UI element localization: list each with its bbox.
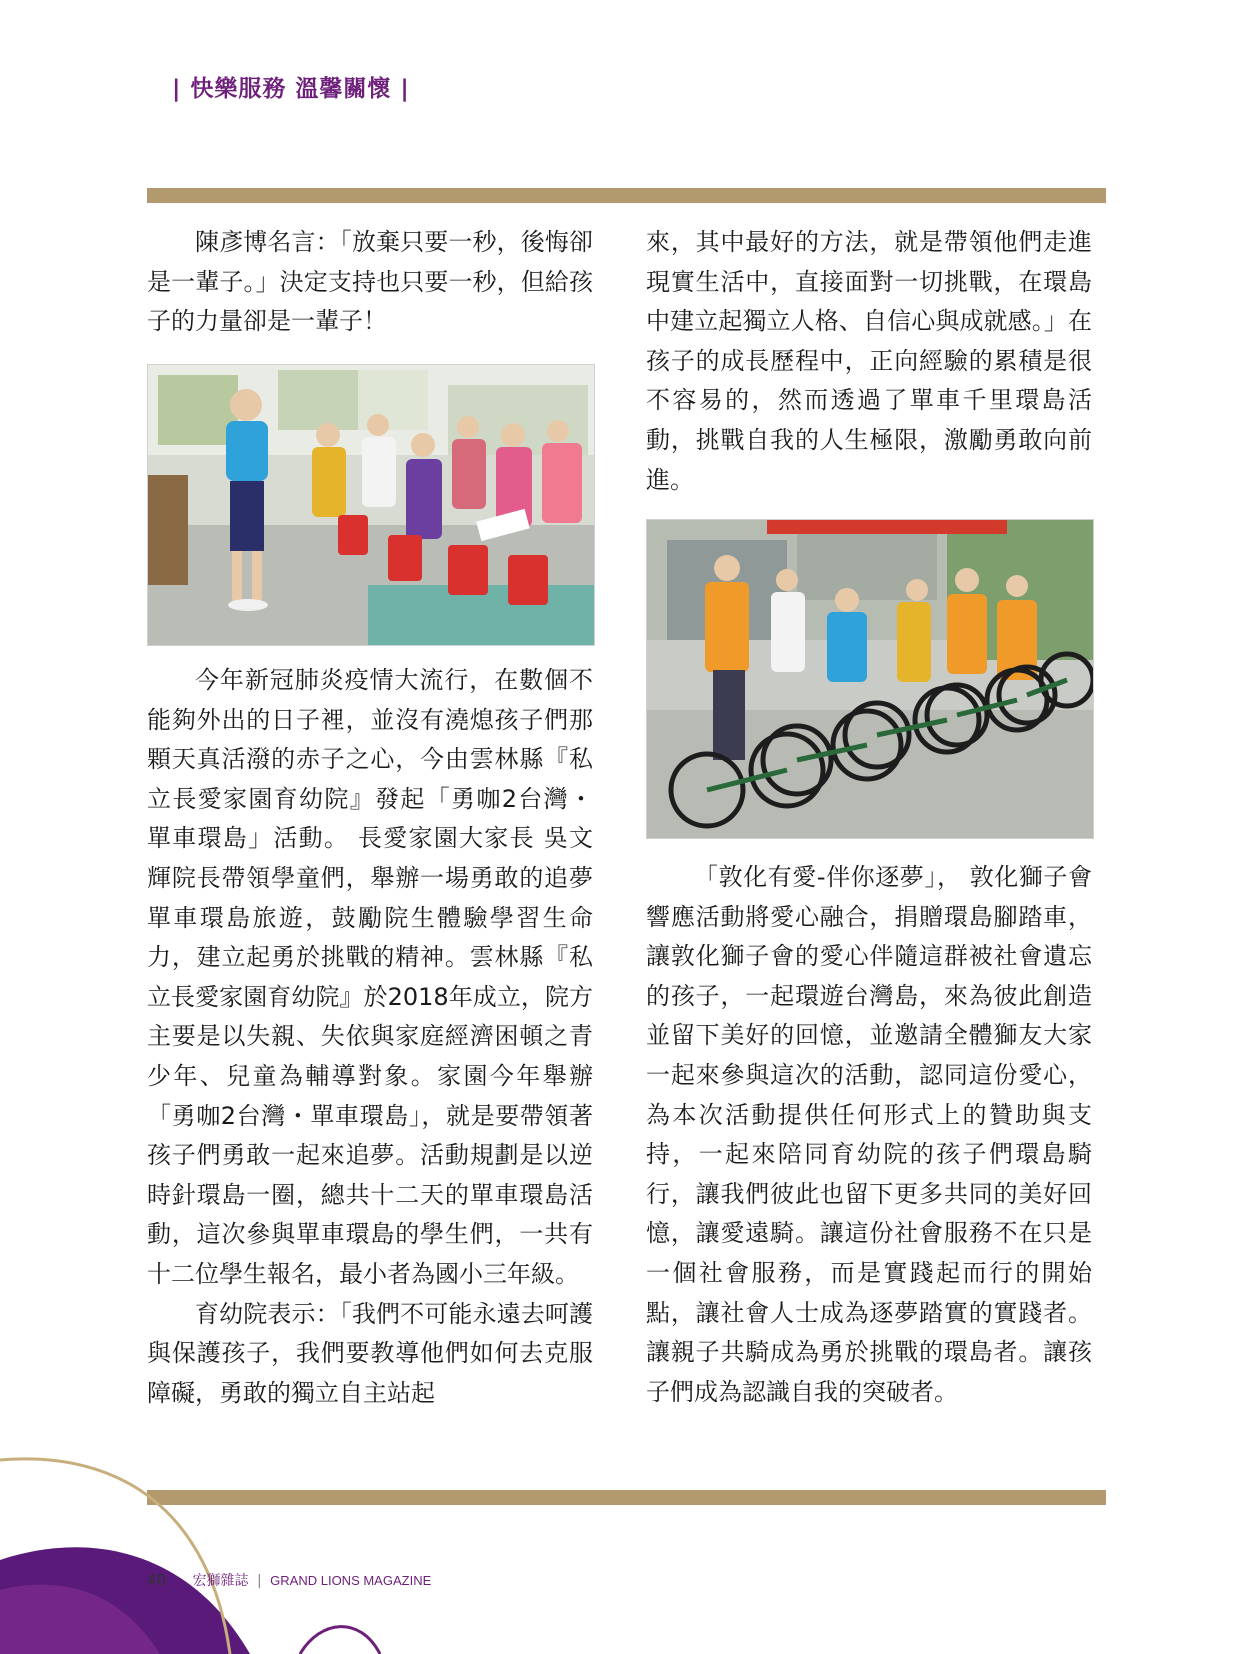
right-paragraph-2: 「敦化有愛-伴你逐夢」， 敦化獅子會響應活動將愛心融合，捐贈環島腳踏車，讓敦化獅子會的愛心伴隨這群被社會遺忘的孩子，一起環遊台灣島，來為彼此創造並留下美好的回憶，並邀請全體獅友大家一起來參與這次的活動，認同這份愛心，為本次活動提供任何形式上的贊助與支持，一起來陪同育幼院的孩子們環島騎行，讓我們彼此也留下更多共同的美好回憶，讓愛遠騎。讓這份社會服務不在只是一個社會服務，而是實踐起而行的開始點，讓社會人士成為逐夢踏實的實踐者。讓親子共騎成為勇於挑戰的環島者。讓孩子們成為認識自我的突破者。 xyxy=(646,863,1092,1406)
top-gold-rule xyxy=(147,188,1106,203)
right-column-continued xyxy=(646,858,1092,1412)
left-paragraph-2: 今年新冠肺炎疫情大流行，在數個不能夠外出的日子裡，並沒有澆熄孩子們那顆天真活潑的赤子之心，今由雲林縣『私立長愛家園育幼院』發起「勇咖2台灣・單車環島」活動。 長愛家園大家長 吳文輝院長帶領學童們，舉辦一場勇敢的追夢單車環島旅遊，鼓勵院生體驗學習生命力，建立起勇於挑戰的精神。雲林縣『私立長愛家園育幼院』於2018年成立，院方主要是以失親、失依與家庭經濟困頓之青少年、兒童為輔導對象。家園今年舉辦「勇咖2台灣・單車環島」，就是要帶領著孩子們勇敢一起來追夢。活動規劃是以逆時針環島一圈，總共十二天的單車環島活動，這次參與單車環島的學生們，一共有十二位學生報名，最小者為國小三年級。 xyxy=(147,666,593,1288)
left-paragraph-1: 陳彥博名言：「放棄只要一秒，後悔卻是一輩子。」決定支持也只要一秒，但給孩子的力量卻是一輩子！ xyxy=(147,228,593,336)
section-header: | 快樂服務 溫馨關懷 | xyxy=(172,76,410,102)
magazine-name: 宏獅雜誌 xyxy=(192,1573,249,1589)
magazine-name-english: GRAND LIONS MAGAZINE xyxy=(270,1573,432,1588)
right-paragraph-1: 來，其中最好的方法，就是帶領他們走進現實生活中，直接面對一切挑戰，在環島中建立起獨立人格、自信心與成就感。」在孩子的成長歷程中，正向經驗的累積是很不容易的，然而透過了單車千里環島活動，挑戰自我的人生極限，激勵勇敢向前進。 xyxy=(646,228,1092,494)
footer-separator: | xyxy=(257,1573,262,1589)
page-footer xyxy=(147,1570,431,1590)
right-column xyxy=(646,223,1092,500)
decorative-swoosh xyxy=(0,1440,420,1654)
photo-meeting xyxy=(147,364,595,646)
photo-bicycles xyxy=(646,519,1094,839)
page-number: 40 xyxy=(147,1571,167,1589)
left-column xyxy=(147,223,593,342)
left-column-continued xyxy=(147,661,593,1413)
left-paragraph-3: 育幼院表示：「我們不可能永遠去呵護與保護孩子，我們要教導他們如何去克服障礙，勇敢的獨立自主站起 xyxy=(147,1299,593,1407)
